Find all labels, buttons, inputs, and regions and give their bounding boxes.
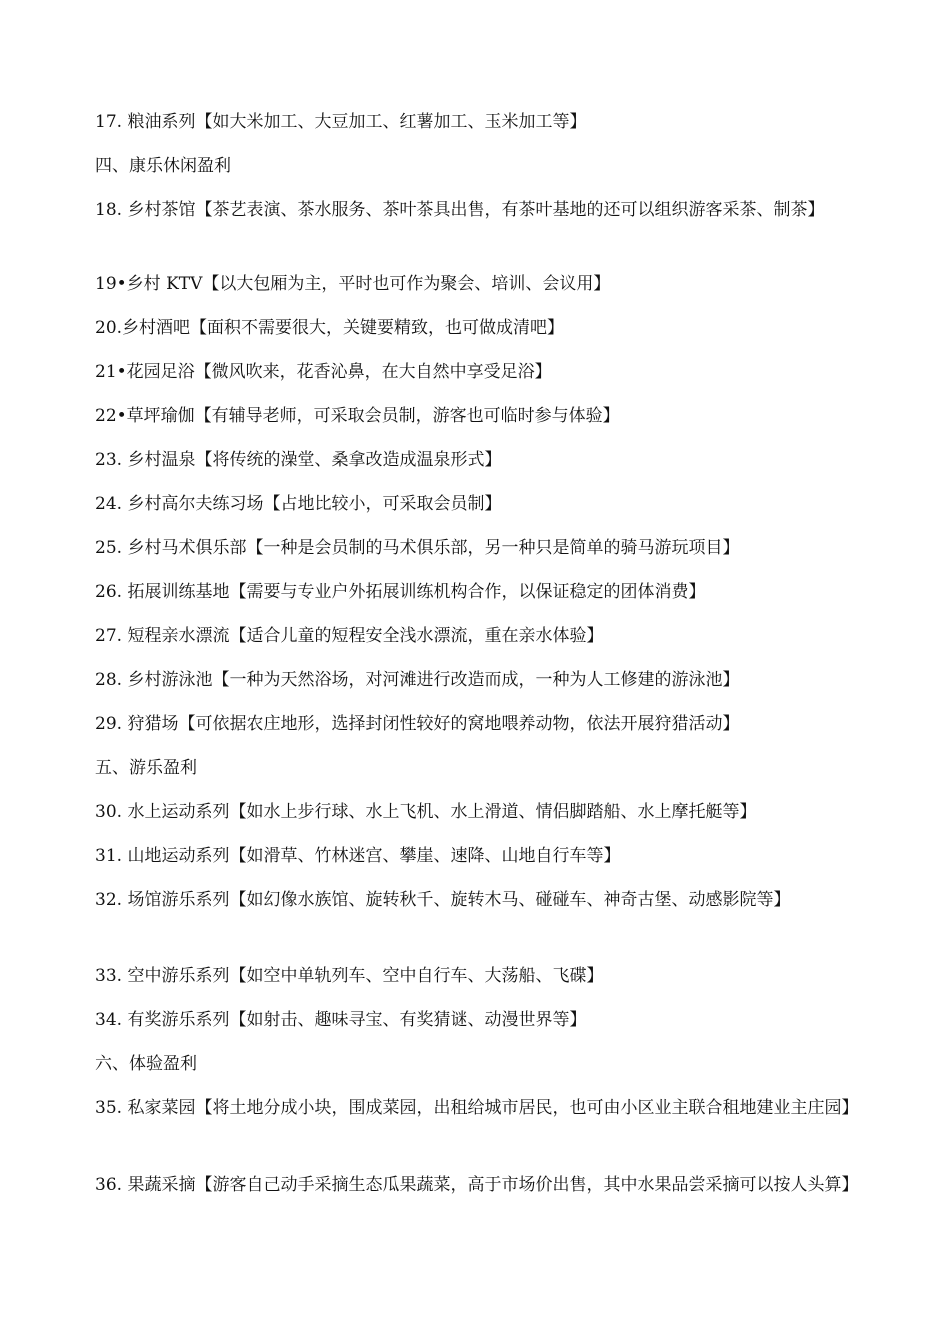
list-item-26: 26. 拓展训练基地【需要与专业户外拓展训练机构合作，以保证稳定的团体消费】 xyxy=(95,582,706,602)
list-item-34: 34. 有奖游乐系列【如射击、趣味寻宝、有奖猜谜、动漫世界等】 xyxy=(95,1010,587,1030)
list-item-32: 32. 场馆游乐系列【如幻像水族馆、旋转秋千、旋转木马、碰碰车、神奇古堡、动感影院等】 xyxy=(95,890,791,910)
list-item-23: 23. 乡村温泉【将传统的澡堂、桑拿改造成温泉形式】 xyxy=(95,450,502,470)
list-item-18: 18. 乡村茶馆【茶艺表演、茶水服务、茶叶茶具出售，有茶叶基地的还可以组织游客采茶、制茶】 xyxy=(95,200,825,220)
list-item-36: 36. 果蔬采摘【游客自己动手采摘生态瓜果蔬菜，高于市场价出售，其中水果品尝采摘可以按人头算】 xyxy=(95,1175,859,1195)
list-item-28: 28. 乡村游泳池【一种为天然浴场，对河滩进行改造而成，一种为人工修建的游泳池】 xyxy=(95,670,740,690)
section-heading-6: 六、体验盈利 xyxy=(95,1054,197,1074)
list-item-19: 19•乡村 KTV【以大包厢为主，平时也可作为聚会、培训、会议用】 xyxy=(95,274,611,294)
list-item-20: 20.乡村酒吧【面积不需要很大，关键要精致，也可做成清吧】 xyxy=(95,318,565,338)
list-item-31: 31. 山地运动系列【如滑草、竹林迷宫、攀崖、速降、山地自行车等】 xyxy=(95,846,621,866)
list-item-30: 30. 水上运动系列【如水上步行球、水上飞机、水上滑道、情侣脚踏船、水上摩托艇等】 xyxy=(95,802,757,822)
list-item-21: 21•花园足浴【微风吹来，花香沁鼻，在大自然中享受足浴】 xyxy=(95,362,552,382)
list-item-33: 33. 空中游乐系列【如空中单轨列车、空中自行车、大荡船、飞碟】 xyxy=(95,966,604,986)
list-item-25: 25. 乡村马术俱乐部【一种是会员制的马术俱乐部，另一种只是简单的骑马游玩项目】 xyxy=(95,538,740,558)
list-item-17: 17. 粮油系列【如大米加工、大豆加工、红薯加工、玉米加工等】 xyxy=(95,112,587,132)
list-item-22: 22•草坪瑜伽【有辅导老师，可采取会员制，游客也可临时参与体验】 xyxy=(95,406,620,426)
list-item-29: 29. 狩猎场【可依据农庄地形，选择封闭性较好的窝地喂养动物，依法开展狩猎活动】 xyxy=(95,714,740,734)
list-item-27: 27. 短程亲水漂流【适合儿童的短程安全浅水漂流，重在亲水体验】 xyxy=(95,626,604,646)
list-item-24: 24. 乡村高尔夫练习场【占地比较小，可采取会员制】 xyxy=(95,494,502,514)
list-item-35: 35. 私家菜园【将土地分成小块，围成菜园，出租给城市居民，也可由小区业主联合租地建业主庄园】 xyxy=(95,1098,859,1118)
section-heading-4: 四、康乐休闲盈利 xyxy=(95,156,231,176)
section-heading-5: 五、游乐盈利 xyxy=(95,758,197,778)
